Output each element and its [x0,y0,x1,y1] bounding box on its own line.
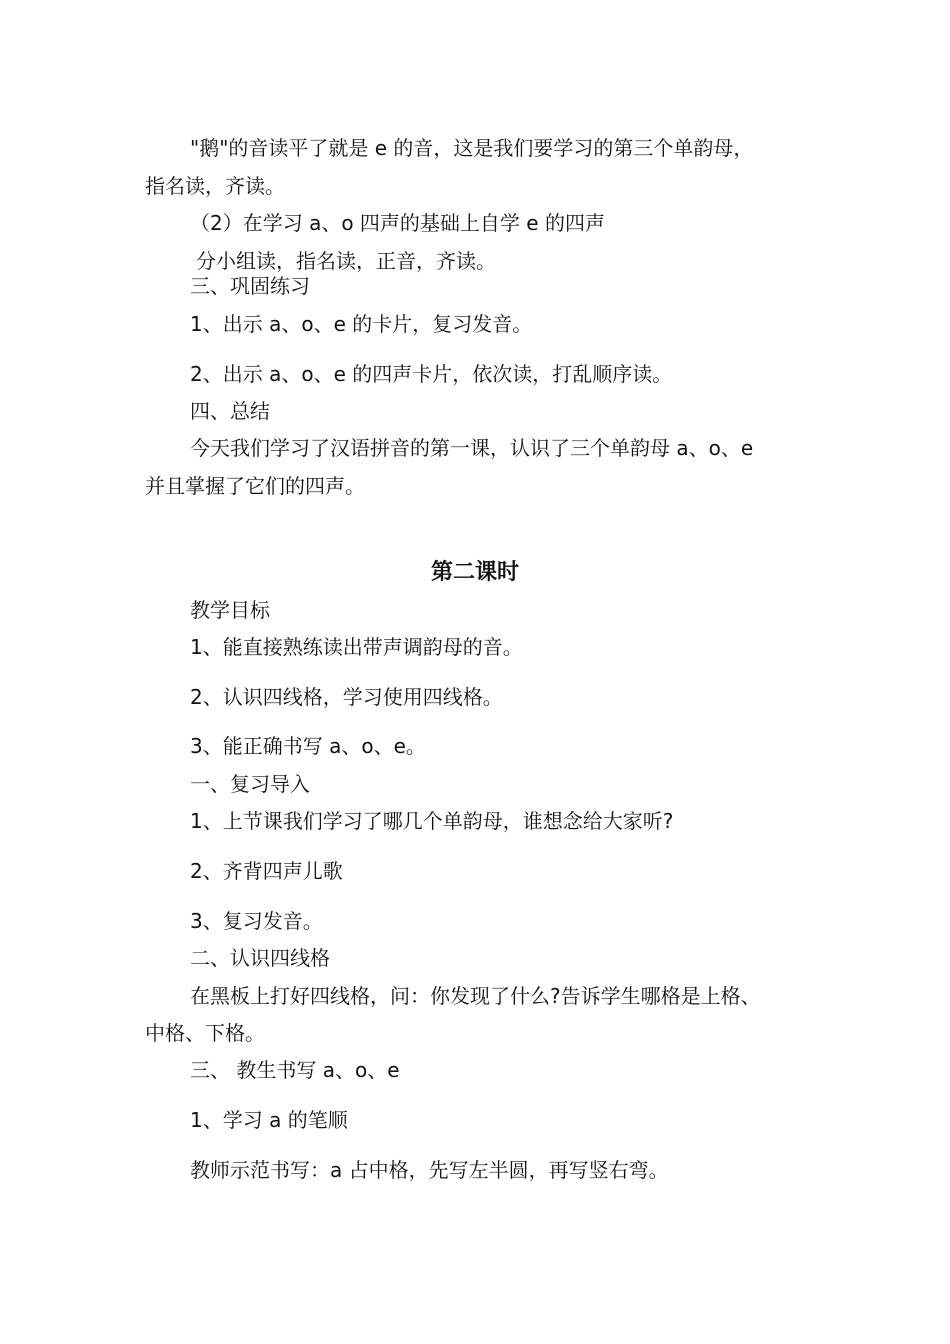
section-heading: 三、 教生书写 a、o、e [190,1058,400,1082]
list-item: 2、齐背四声儿歌 [190,859,343,883]
list-item: 2、认识四线格，学习使用四线格。 [190,685,503,709]
list-item: 3、复习发音。 [190,909,323,933]
paragraph-line: 并且掌握了它们的四声。 [145,474,365,498]
section-heading: 三、巩固练习 [190,274,310,298]
list-item: 3、能正确书写 a、o、e。 [190,734,426,758]
list-item: 2、出示 a、o、e 的四声卡片，依次读，打乱顺序读。 [190,362,673,386]
list-item: 1、能直接熟练读出带声调韵母的音。 [190,635,523,659]
paragraph-line: 教师示范书写：a 占中格，先写左半圆，再写竖右弯。 [190,1158,669,1182]
section-heading: 二、认识四线格 [190,946,330,970]
section-heading: 一、复习导入 [190,772,310,796]
paragraph-line: （2）在学习 a、o 四声的基础上自学 e 的四声 [190,211,605,235]
section-heading: 四、总结 [190,399,270,423]
paragraph-line: "鹅"的音读平了就是 e 的音，这是我们要学习的第三个单韵母， [190,136,754,160]
list-item: 1、出示 a、o、e 的卡片，复习发音。 [190,312,533,336]
section-heading: 教学目标 [190,598,270,622]
paragraph-line: 今天我们学习了汉语拼音的第一课，认识了三个单韵母 a、o、e [190,436,754,460]
list-item: 1、上节课我们学习了哪几个单韵母，谁想念给大家听? [190,809,674,833]
list-item: 1、学习 a 的笔顺 [190,1108,348,1132]
paragraph-line: 在黑板上打好四线格，问：你发现了什么?告诉学生哪格是上格、 [190,984,761,1008]
paragraph-line: 分小组读，指名读，正音，齐读。 [196,249,496,273]
paragraph-line: 中格、下格。 [145,1021,265,1045]
section-title: 第二课时 [430,560,519,585]
paragraph-line: 指名读，齐读。 [145,174,285,198]
